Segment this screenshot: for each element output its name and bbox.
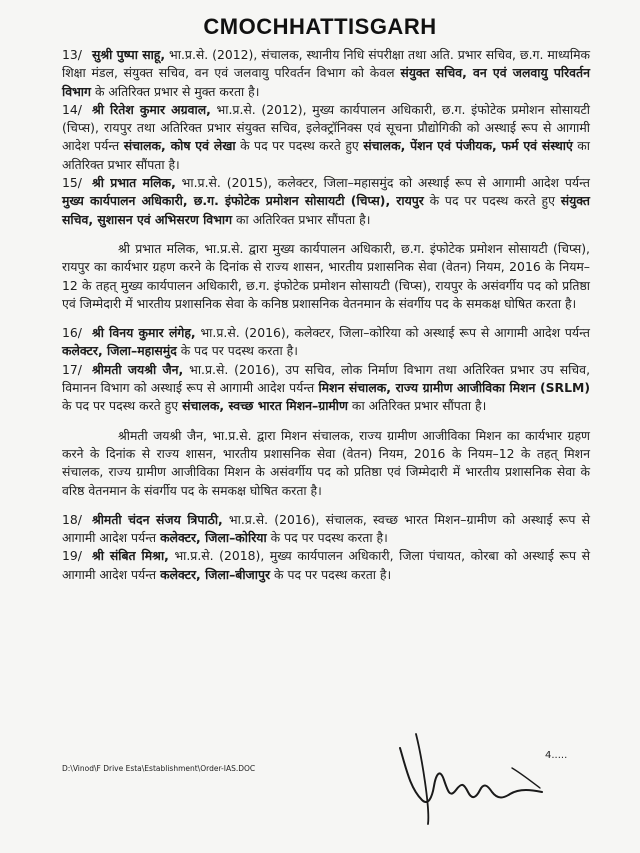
item-number: 19/ [62, 548, 82, 564]
item-number: 18/ [62, 511, 82, 527]
item-number: 16/ [62, 325, 82, 341]
paragraph-declaration-1: श्री प्रभात मलिक, भा.प्र.से. द्वारा मुख्य कार्यपालन अधिकारी, छ.ग. इंफोटेक प्रमोशन सोसायटी (चिप्स), रायपुर का कार्यभार ग्रहण करने के दिनांक से राज्य शासन, भारतीय प्रशासनिक सेवा (वेतन) नियम, 2016 के नियम–12 के तहत् मुख्य कार्यपालन अधिकारी, छ.ग. इंफोटेक प्रमोशन सोसायटी (चिप्स), रायपुर के असंवर्गीय पद को प्रतिष्ठा एवं जिम्मेदारी में भारतीय प्रशासनिक सेवा के कनिष्ठ प्रशासनिक वेतनमान के संवर्गीय पद के समकक्ष घोषित करता है। [62, 240, 590, 311]
officer-name: श्री संबित मिश्रा, [91, 548, 169, 564]
order-item-17: 17/ श्रीमती जयश्री जैन, भा.प्र.से. (2016), उप सचिव, लोक निर्माण विभाग तथा अतिरिक्त प्रभार उप सचिव, विमानन विभाग को अस्थाई रूप से आगामी आदेश पर्यन्त मिशन संचालक, राज्य ग्रामीण आजीविका मिशन (SRLM) के पद पर पदस्थ करते हुए संचालक, स्वच्छ भारत मिशन–ग्रामीण का अतिरिक्त प्रभार सौंपता है। [62, 361, 591, 414]
order-item-13: 13/ सुश्री पुष्पा साहू, भा.प्र.से. (2012), संचालक, स्थानीय निधि संपरीक्षा तथा अति. प्रभार सचिव, छ.ग. माध्यमिक शिक्षा मंडल, संयुक्त सचिव, वन एवं जलवायु परिवर्तन विभाग को केवल संयुक्त सचिव, वन एवं जलवायु परिवर्तन विभाग के अतिरिक्त प्रभार से मुक्त करता है। [62, 47, 590, 99]
officer-name: श्री प्रभात मलिक, [91, 175, 176, 191]
officer-name: श्रीमती जयश्री जैन, [91, 361, 184, 377]
item-number: 13/ [62, 47, 82, 62]
order-item-14: 14/ श्री रितेश कुमार अग्रवाल, भा.प्र.से. (2012), मुख्य कार्यपालन अधिकारी, छ.ग. इंफोटेक प्रमोशन सोसायटी (चिप्स), रायपुर तथा अतिरिक्त प्रभार संयुक्त सचिव, इलेक्ट्रॉनिक्स एवं सूचना प्रौद्योगिकी को अस्थाई रूप से आगामी आदेश पर्यन्त संचालक, कोष एवं लेखा के पद पर पदस्थ करते हुए संचालक, पेंशन एवं पंजीयक, फर्म एवं संस्थाएं का अतिरिक्त प्रभार सौंपता है। [62, 101, 591, 172]
officer-name: सुश्री पुष्पा साहू, [91, 47, 166, 62]
officer-name: श्री रितेश कुमार अग्रवाल, [91, 101, 211, 117]
order-body [62, 46, 590, 584]
order-item-16: 16/ श्री विनय कुमार लंगेह, भा.प्र.से. (2016), कलेक्टर, जिला–कोरिया को अस्थाई रूप से आगामी आदेश पर्यन्त कलेक्टर, जिला–महासमुंद के पद पर पदस्थ करता है। [62, 325, 590, 359]
order-item-15: 15/ श्री प्रभात मलिक, भा.प्र.से. (2015), कलेक्टर, जिला–महासमुंद को अस्थाई रूप से आगामी आदेश पर्यन्त मुख्य कार्यपालन अधिकारी, छ.ग. इंफोटेक प्रमोशन सोसायटी (चिप्स), रायपुर के पद पर पदस्थ करते हुए संयुक्त सचिव, सुशासन एवं अभिसरण विभाग का अतिरिक्त प्रभार सौंपता है। [62, 175, 590, 227]
item-number: 15/ [62, 175, 82, 191]
officer-name: श्री विनय कुमार लंगेह, [91, 325, 196, 341]
item-number: 17/ [62, 361, 82, 377]
file-path-footer: D:\Vinod\F Drive Esta\Establishment\Order-IAS.DOC [62, 764, 256, 773]
officer-name: श्रीमती चंदन संजय त्रिपाठी, [91, 511, 223, 527]
watermark-title: CMOCHHATTISGARH [203, 14, 437, 39]
order-item-19: 19/ श्री संबित मिश्रा, भा.प्र.से. (2018), मुख्य कार्यपालन अधिकारी, जिला पंचायत, कोरबा को अस्थाई रूप से आगामी आदेश पर्यन्त कलेक्टर, जिला–बीजापुर के पद पर पदस्थ करता है। [62, 548, 590, 582]
paragraph-declaration-2: श्रीमती जयश्री जैन, भा.प्र.से. द्वारा मिशन संचालक, राज्य ग्रामीण आजीविका मिशन का कार्यभार ग्रहण करने के दिनांक से राज्य शासन, भारतीय प्रशासनिक सेवा (वेतन) नियम, 2016 के नियम–12 के तहत् मिशन संचालक, राज्य ग्रामीण आजीविका मिशन के असंवर्गीय पद को प्रतिष्ठा एवं जिम्मेदारी में भारतीय प्रशासनिक सेवा के वरिष्ठ वेतनमान के संवर्गीय पद के समकक्ष घोषित करता है। [62, 427, 590, 498]
item-number: 14/ [62, 101, 82, 117]
order-item-18: 18/ श्रीमती चंदन संजय त्रिपाठी, भा.प्र.से. (2016), संचालक, स्वच्छ भारत मिशन–ग्रामीण को अस्थाई रूप से आगामी आदेश पर्यन्त कलेक्टर, जिला–कोरिया के पद पर पदस्थ करता है। [62, 511, 590, 546]
signature-image [392, 728, 582, 838]
page-number: 4..... [545, 750, 568, 761]
